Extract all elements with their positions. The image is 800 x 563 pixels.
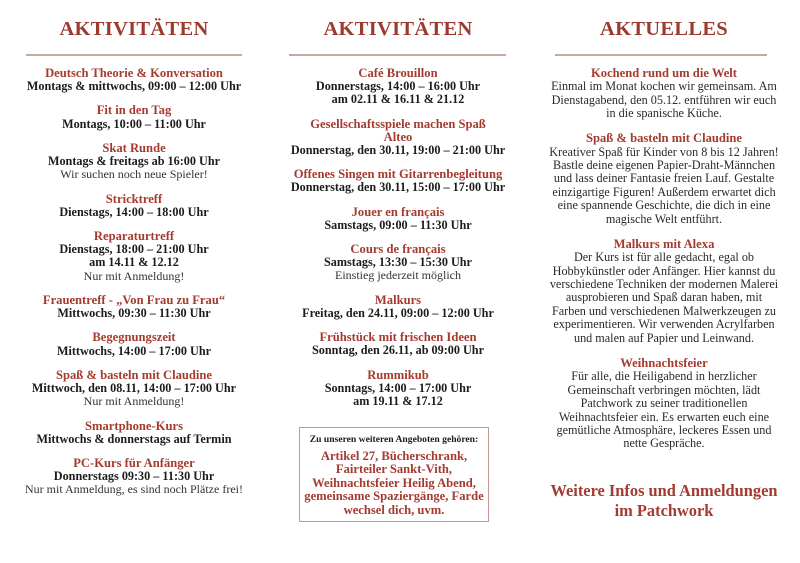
activity-entry [283,243,513,283]
news-title: Kochend rund um die Welt [590,66,738,80]
news-title: Weihnachtsfeier [620,356,708,371]
column-activities-middle [283,0,513,419]
further-offers-list: Artikel 27, Bücherschrank, Fairteiler Sankt-Vith, Weihnachtsfeier Heilig Abend, gemeinsame Spaziergänge, Farde wechsel dich, uvm. [304,449,484,517]
activity-list [283,67,513,408]
news-entry [549,238,779,345]
activity-title: Frauentreff - „Von Frau zu Frau“ [42,293,226,308]
activity-entry [18,294,250,320]
activity-entry [18,457,250,497]
activity-title: Skat Runde [102,140,166,155]
activity-schedule: Dienstags, 14:00 – 18:00 Uhr [59,204,209,219]
news-text: Der Kurs ist für alle gedacht, egal ob Hobbykünstler oder Anfänger. Hier kannst du verschiedene Techniken der modernen Malerei ausprobieren und Spaß daran haben, mit Farben und verschiedenen Malwerkzeugen zu experimentieren. Wir verwenden Acrylfarben und malen auf Papier und Leinwand. [549,250,779,345]
activity-schedule: Montags, 10:00 – 11:00 Uhr [62,116,206,131]
column-news [549,0,779,463]
activity-title: Offenes Singen mit Gitarrenbegleitung [293,167,503,182]
activity-note: Nur mit Anmeldung, es sind noch Plätze frei! [25,482,243,497]
activity-schedule: Mittwochs, 14:00 – 17:00 Uhr [56,343,212,358]
activity-entry [283,294,513,320]
activity-schedule: am 19.11 & 17.12 [353,394,443,409]
activity-title: Gesellschaftsspiele machen Spaß [310,116,486,131]
activity-title: Jouer en français [351,204,445,219]
activity-schedule: Mittwochs & donnerstags auf Termin [36,431,232,446]
activity-schedule: Sonntag, den 26.11, ab 09:00 Uhr [311,343,484,358]
activity-entry [283,118,513,158]
activity-schedule: Samstags, 13:30 – 15:30 Uhr [324,255,472,270]
activity-entry [283,168,513,194]
column-title: AKTUELLES [599,18,729,40]
news-title: Spaß & basteln mit Claudine [585,131,743,146]
activity-title: PC-Kurs für Anfänger [73,456,195,471]
title-divider [555,54,767,56]
activity-schedule: Montags & mittwochs, 09:00 – 12:00 Uhr [26,79,242,94]
activity-entry [283,67,513,107]
activity-title: Cours de français [350,242,446,257]
activity-entry [18,193,250,219]
activity-schedule: Donnerstags 09:30 – 11:30 Uhr [53,469,215,484]
further-offers-box [299,427,489,522]
activity-title: Rummikub [367,367,429,382]
column-activities-left [18,0,250,508]
activity-schedule: Sonntags, 14:00 – 17:00 Uhr [324,380,472,395]
activity-entry [283,206,513,232]
activity-schedule: Donnerstag, den 30.11, 15:00 – 17:00 Uhr [290,180,506,195]
activity-title: Malkurs [374,292,422,307]
activity-schedule: Samstags, 09:00 – 11:30 Uhr [324,217,472,232]
activity-schedule: Mittwochs, 09:30 – 11:30 Uhr [57,306,211,321]
activity-note: Nur mit Anmeldung! [83,394,185,409]
activity-subtitle: Alteo [383,129,413,144]
activity-entry [18,67,250,93]
activity-entry [283,331,513,357]
activity-entry [18,104,250,130]
activity-entry [18,331,250,357]
news-text: Für alle, die Heiligabend in herzlicher Gemeinschaft verbringen möchten, lädt Patchwork zu seiner traditionellen Weihnachtsfeier ein. Es erwarten euch eine gemütliche Atmosphäre, leckeres Essen und nette Gespräche. [556,369,772,451]
activity-title: Reparaturtreff [93,229,175,244]
further-offers-intro: Zu unseren weiteren Angeboten gehören: [309,434,479,445]
news-text: Kreativer Spaß für Kinder von 8 bis 12 Jahren! Bastle deine eigenen Papier-Draht-Männchen und lass deiner Fantasie freien Lauf. Gestalte einzigartige Figuren! Außerdem erwartet dich eine spannende Geschichte, die dich in eine magische Welt entführt. [549,144,779,226]
activity-title: Spaß & basteln mit Claudine [55,367,213,382]
news-entry [549,357,779,451]
news-title: Malkurs mit Alexa [613,237,715,252]
activity-title: Begegnungszeit [92,330,176,345]
activity-schedule: Dienstags, 18:00 – 21:00 Uhr [59,242,209,257]
activity-schedule: am 14.11 & 12.12 [89,255,179,270]
activity-title: Stricktreff [105,191,163,206]
activity-title: Smartphone-Kurs [85,418,183,433]
activity-entry [18,369,250,409]
activity-title: Fit in den Tag [96,103,172,118]
column-title: AKTIVITÄTEN [323,18,473,40]
activity-schedule: am 02.11 & 16.11 & 21.12 [331,92,465,107]
activity-schedule: Mittwoch, den 08.11, 14:00 – 17:00 Uhr [31,381,237,396]
activity-note: Einstieg jederzeit möglich [335,268,461,283]
activity-title: Café Brouillon [358,66,438,80]
activity-entry [18,230,250,283]
title-divider [289,54,506,56]
activity-title: Frühstück mit frischen Ideen [319,330,477,345]
news-entry [549,132,779,226]
news-entry [549,67,779,120]
activity-entry [18,420,250,446]
activity-title: Deutsch Theorie & Konversation [45,66,223,80]
news-list [549,67,779,451]
more-info-callout: Weitere Infos und Anmeldungen im Patchwork [550,481,778,520]
column-title: AKTIVITÄTEN [59,18,209,40]
news-text: Einmal im Monat kochen wir gemeinsam. Am Dienstagabend, den 05.12. entführen wir euch in die spanische Küche. [551,79,777,121]
activity-note: Wir suchen noch neue Spieler! [60,167,208,182]
activity-note: Nur mit Anmeldung! [83,268,185,283]
activity-entry [283,369,513,409]
activity-schedule: Donnerstags, 14:00 – 16:00 Uhr [315,79,481,94]
activity-schedule: Montags & freitags ab 16:00 Uhr [47,154,221,169]
activity-list [18,67,250,497]
activity-entry [18,142,250,182]
activity-schedule: Freitag, den 24.11, 09:00 – 12:00 Uhr [302,306,494,321]
title-divider [26,54,242,56]
activity-schedule: Donnerstag, den 30.11, 19:00 – 21:00 Uhr [290,143,506,158]
